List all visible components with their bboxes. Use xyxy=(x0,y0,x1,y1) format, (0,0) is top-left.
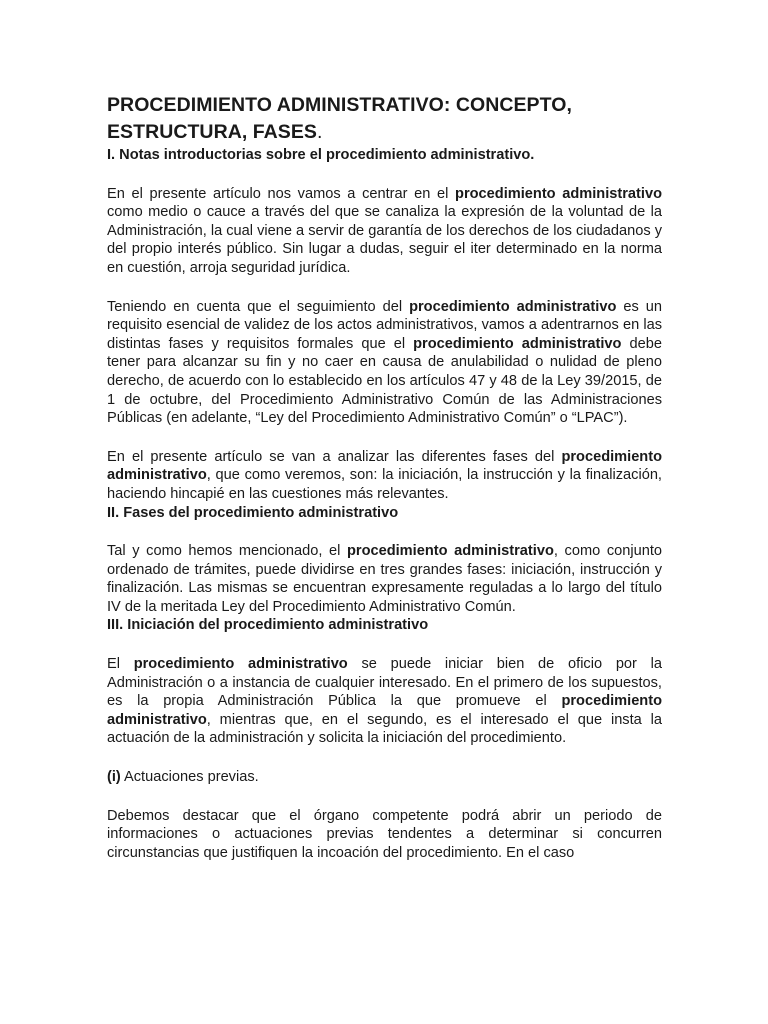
paragraph-initiation-1 xyxy=(107,655,662,748)
paragraph-phases-1 xyxy=(107,542,662,616)
subsection-marker: (i) xyxy=(107,769,121,786)
text-run: se puede iniciar bien de oficio por la Administración o a instancia de cualquier interesado. En el primero de los supuestos, es la propia Administración Pública la que promueve el xyxy=(107,656,662,710)
bold-term: procedimiento administrativo xyxy=(413,335,622,352)
document-title xyxy=(107,92,662,146)
section-heading-introduction: I. Notas introductorias sobre el procedimiento administrativo. xyxy=(107,147,535,163)
bold-term: procedimiento administrativo xyxy=(107,448,662,484)
text-run: , mientras que, en el segundo, es el interesado el que insta la actuación de la administración y solicita la iniciación del procedimiento. xyxy=(107,711,662,747)
paragraph-previous-actions: Debemos destacar que el órgano competente podrá abrir un periodo de informaciones o actuaciones previas tendentes a determinar si concurren circunstancias que justifiquen la incoación del procedimiento. En el caso xyxy=(107,807,662,861)
title-period: . xyxy=(316,121,323,143)
section-heading-phases: II. Fases del procedimiento administrativo xyxy=(107,504,399,521)
text-run: En el presente artículo nos vamos a centrar en el xyxy=(107,185,456,202)
bold-term: procedimiento administrativo xyxy=(133,656,348,673)
bold-term: procedimiento administrativo xyxy=(107,693,662,728)
document-body xyxy=(107,92,662,862)
bold-term: procedimiento administrativo xyxy=(346,543,554,560)
text-run: En el presente artículo se van a analizar las diferentes fases del xyxy=(107,448,562,465)
text-run: Teniendo en cuenta que el seguimiento del xyxy=(107,298,410,315)
paragraph-intro-2 xyxy=(107,298,662,428)
bold-term: procedimiento administrativo xyxy=(455,185,662,202)
text-run: El xyxy=(107,656,134,673)
text-run: como medio o cauce a través del que se canaliza la expresión de la voluntad de la Administración, la cual viene a servir de garantía de los derechos de los ciudadanos y del propio interés público. Sin lugar a dudas, seguir el iter determinado en la norma en cuestión, arroja seguridad jurídica. xyxy=(107,204,662,276)
bold-term: procedimiento administrativo xyxy=(409,298,617,315)
title-line-1: PROCEDIMIENTO ADMINISTRATIVO: CONCEPTO, xyxy=(107,94,572,116)
section-heading-initiation: III. Iniciación del procedimiento administrativo xyxy=(107,617,429,634)
paragraph-intro-3 xyxy=(107,448,662,504)
subsection-label: Actuaciones previas. xyxy=(120,769,259,786)
paragraph-intro-1 xyxy=(107,185,662,278)
text-run: debe tener para alcanzar su fin y no caer en causa de anulabilidad o nulidad de pleno derecho, de acuerdo con lo establecido en los artículos 47 y 48 de la Ley 39/2015, de 1 de octubre, del Procedimiento Administrativo Común de las Administraciones Públicas (en adelante, “Ley del Procedimiento Administrativo Común” o “LPAC”). xyxy=(107,335,662,427)
text-run: es un requisito esencial de validez de los actos administrativos, vamos a adentrarnos en las distintas fases y requisitos formales que el xyxy=(107,298,662,352)
subsection-previous-actions xyxy=(107,768,662,787)
title-line-2: ESTRUCTURA, FASES xyxy=(107,121,317,143)
text-run: , como conjunto ordenado de trámites, puede dividirse en tres grandes fases: iniciación, instrucción y finalización. Las mismas se encuentran expresamente reguladas a lo largo del título IV de la meritada Ley del Procedimiento Administrativo Común. xyxy=(107,543,662,615)
text-run: , que como veremos, son: la iniciación, la instrucción y la finalización, haciendo hincapié en las cuestiones más relevantes. xyxy=(107,467,662,502)
text-run: Tal y como hemos mencionado, el xyxy=(107,543,347,560)
